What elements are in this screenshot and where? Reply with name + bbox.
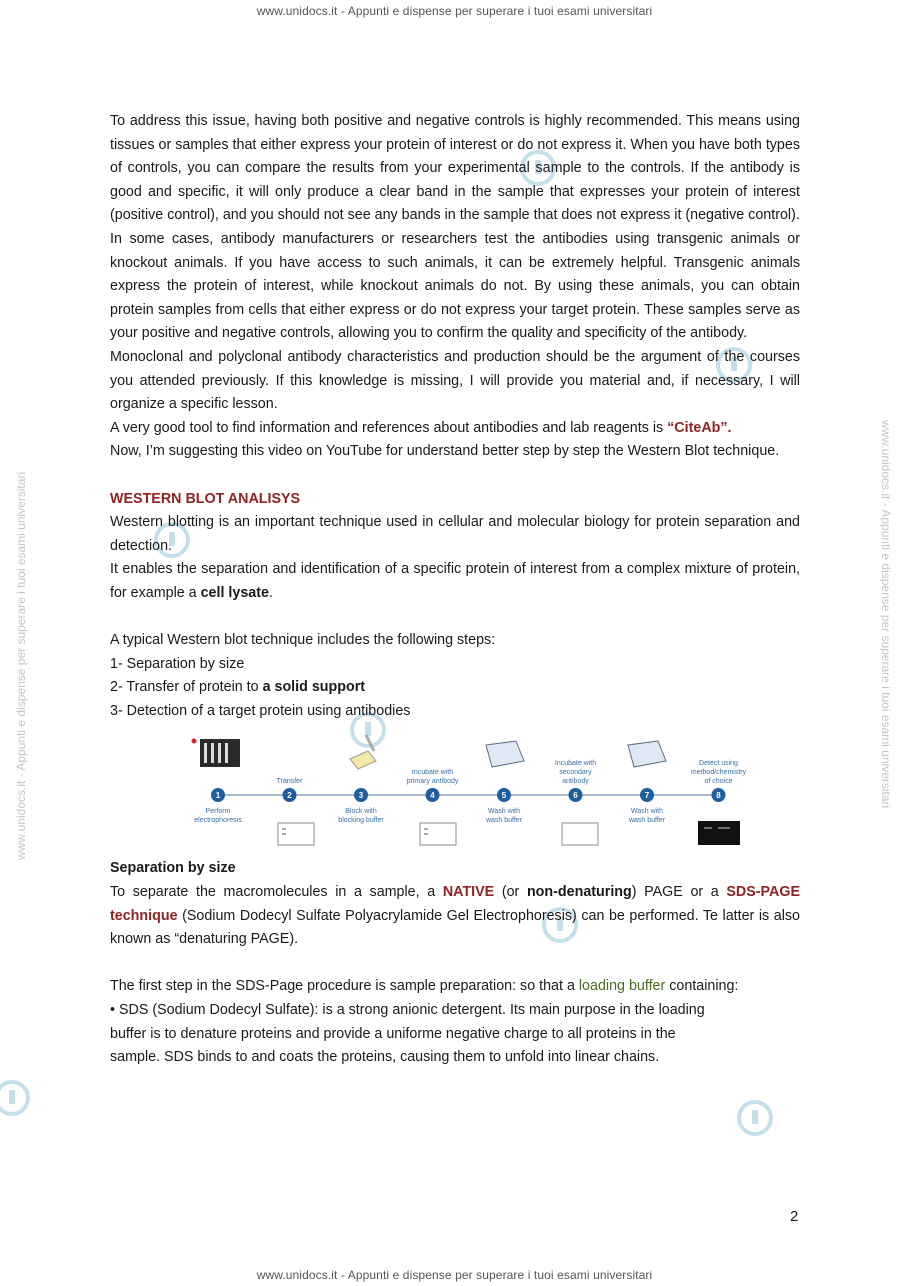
list-item: 1- Separation by size xyxy=(110,655,245,672)
gel-electrophoresis-icon xyxy=(192,739,241,768)
step-label: Perform xyxy=(205,808,231,816)
unidocs-logo-icon xyxy=(0,1078,32,1118)
steps-intro: A typical Western blot technique includes the following steps: xyxy=(110,632,496,649)
footer-watermark: www.unidocs.it - Appunti e dispense per superare i tuoi esami universitari xyxy=(256,1268,653,1282)
step-number: 5 xyxy=(501,791,507,801)
left-side-watermark: www.unidocs.it - Appunti e dispense per superare i tuoi esami universitari xyxy=(14,471,28,860)
unidocs-logo-icon xyxy=(735,1098,775,1138)
step-number: 7 xyxy=(644,791,650,801)
list-item: 2- Transfer of protein to a solid support xyxy=(110,679,366,696)
list-item: sample. SDS binds to and coats the proteins, causing them to unfold into linear chains. xyxy=(110,1049,660,1066)
step-number: 1 xyxy=(215,791,221,801)
right-side-watermark: www.unidocs.it - Appunti e dispense per superare i tuoi esami universitari xyxy=(879,420,893,809)
step-label: wash buffer xyxy=(628,817,666,825)
step-label: Block with xyxy=(345,808,377,816)
western-blot-workflow-figure xyxy=(190,731,790,851)
step-label: Wash with xyxy=(487,808,521,816)
paragraph: To separate the macromolecules in a sample, a NATIVE (or non-denaturing) PAGE or a SDS-PAGE technique (Sodium Dodecyl Sulfate Polyacrylamide Gel Electrophoresis) can be performed. Te latter is also known as “denaturing PAGE). xyxy=(110,884,800,948)
step-label: Wash with xyxy=(630,808,664,816)
step-number: 6 xyxy=(573,791,578,801)
step-label: blocking buffer xyxy=(338,817,384,825)
document-body xyxy=(110,110,800,1070)
paragraph: The first step in the SDS-Page procedure is sample preparation: so that a loading buffer containing: xyxy=(110,978,739,995)
workflow-diagram xyxy=(190,731,790,851)
step-number: 8 xyxy=(716,791,721,801)
detection-image-icon xyxy=(698,821,740,845)
paragraph: It enables the separation and identification of a specific protein of interest from a complex mixture of protein, for example a cell lysate. xyxy=(110,561,800,601)
step-label: Detect using xyxy=(699,760,738,768)
subsection-heading: Separation by size xyxy=(110,860,236,877)
list-item: • SDS (Sodium Dodecyl Sulfate): is a strong anionic detergent. Its main purpose in the loading xyxy=(110,1002,705,1018)
step-label: of choice xyxy=(704,778,733,786)
membrane-icon xyxy=(420,823,456,845)
wash-tray-icon xyxy=(486,741,524,767)
step-number: 4 xyxy=(430,791,435,801)
wash-tray-icon xyxy=(628,741,666,767)
step-label: secondary xyxy=(559,769,592,777)
header-watermark: www.unidocs.it - Appunti e dispense per superare i tuoi esami universitari xyxy=(256,4,653,18)
step-label: antibody xyxy=(562,778,589,786)
membrane-icon xyxy=(278,823,314,845)
step-label: Transfer xyxy=(276,778,303,786)
step-number: 3 xyxy=(358,791,364,801)
citeab-link: “CiteAb”. xyxy=(667,419,732,436)
list-item: 3- Detection of a target protein using antibodies xyxy=(110,702,411,719)
paragraph: Monoclonal and polyclonal antibody characteristics and production should be the argument of the courses you attended previously. If this knowledge is missing, I will provide you material and, if necessary, I will organize a specific lesson. xyxy=(110,348,800,413)
step-label: electrophoresis xyxy=(194,817,242,825)
paragraph: A very good tool to find information and references about antibodies and lab reagents is “CiteAb”. xyxy=(110,419,732,436)
paragraph: Western blotting is an important technique used in cellular and molecular biology for protein separation and detection. xyxy=(110,514,800,554)
step-label: Incubate with xyxy=(554,760,597,768)
paragraph: In some cases, antibody manufacturers or researchers test the antibodies using transgenic animals or knockout animals. If you have access to such animals, it can be extremely helpful. Transgenic animals express the protein of interest, while knockout animals do not. By using these animals, you can obtain protein samples from cells that either express or do not express your target protein. These samples serve as your positive and negative controls, allowing you to confirm the quality and specificity of the antibody. xyxy=(110,230,800,342)
paragraph: Now, I’m suggesting this video on YouTube for understand better step by step the Western Blot technique. xyxy=(110,443,780,460)
step-number: 2 xyxy=(287,791,292,801)
list-item: buffer is to denature proteins and provide a uniforme negative charge to all proteins in the xyxy=(110,1025,676,1042)
page-number: 2 xyxy=(790,1208,799,1225)
step-label: method/chemistry xyxy=(690,769,747,777)
step-label: Incubate with xyxy=(411,769,454,777)
paragraph: To address this issue, having both positive and negative controls is highly recommended. This means using tissues or samples that either express your protein of interest or do not express it. When you have both types of controls, you can compare the results from your experimental sample to the controls. If the antibody is good and specific, it will only produce a clear band in the sample that expresses your protein of interest (positive control), and you should not see any bands in the sample that does not express it (negative control). xyxy=(110,113,800,224)
membrane-icon xyxy=(562,823,598,845)
section-heading: WESTERN BLOT ANALISYS xyxy=(110,490,301,507)
blocking-tray-icon xyxy=(350,735,376,769)
step-label: wash buffer xyxy=(485,817,523,825)
step-label: primary antibody xyxy=(406,778,459,786)
